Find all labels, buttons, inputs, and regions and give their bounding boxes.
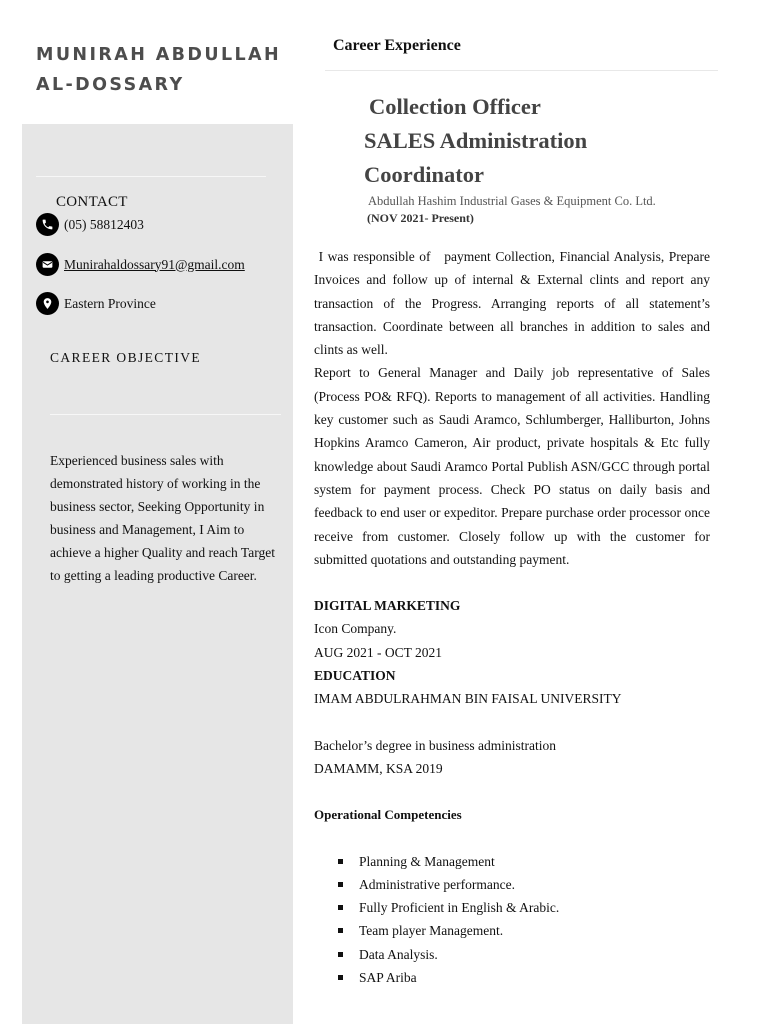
contact-email-row xyxy=(36,253,245,276)
mail-icon xyxy=(36,253,59,276)
list-item: SAP Ariba xyxy=(314,966,710,989)
list-item: Team player Management. xyxy=(314,919,710,942)
list-item: Administrative performance. xyxy=(314,873,710,896)
digital-marketing-dates: AUG 2021 - OCT 2021 xyxy=(314,644,442,660)
education-heading: EDUCATION xyxy=(314,668,396,684)
job-title-line-1: Collection Officer xyxy=(369,94,541,119)
job-description-paragraph-1: I was responsible of payment Collection, Financial Analysis, Prepare Invoices and follow up of internal & External clints and report any transaction of the Progress. Arranging reports of all statement’s transaction. Coordinate between all branches in addition to sales and clints as well. xyxy=(314,249,714,358)
phone-icon xyxy=(36,213,59,236)
job-description-paragraph-2: Report to General Manager and Daily job representative of Sales (Process PO& RFQ). Reports to management of all activities. Handling key customer such as Saudi Aramco, Schlumberger, Halliburton, Johns Hopkins Aramco Cameron, Air product, private hospitals & Etc fully knowledge about Saudi Aramco Portal Publish ASN/GCC through portal system for payment process. Check PO status on daily basis and feedback to end user or expeditor. Prepare purchase order processor once receive from customer. Closely follow up with the customer for submitted quotations and outstanding payment. xyxy=(314,365,710,567)
career-objective-heading: CAREER OBJECTIVE xyxy=(50,350,202,365)
sidebar-divider-objective xyxy=(50,414,281,415)
job-title-line-3: Coordinator xyxy=(364,162,484,187)
job-title-line-2: SALES Administration xyxy=(364,128,588,153)
job-title xyxy=(364,90,587,192)
company-name: Abdullah Hashim Industrial Gases & Equipment Co. Ltd. xyxy=(368,194,656,208)
job-dates: (NOV 2021- Present) xyxy=(367,211,474,225)
career-divider xyxy=(325,70,718,71)
name-line-1: MUNIRAH ABDULLAH xyxy=(36,45,282,65)
list-item: Data Analysis. xyxy=(314,943,710,966)
list-item: Planning & Management xyxy=(314,850,710,873)
location-pin-icon xyxy=(36,292,59,315)
name-line-2: AL-DOSSARY xyxy=(36,75,185,95)
career-experience-heading: Career Experience xyxy=(333,37,461,54)
degree-text: Bachelor’s degree in business administration xyxy=(314,737,556,753)
list-item: Fully Proficient in English & Arabic. xyxy=(314,896,710,919)
email-link[interactable]: Munirahaldossary91@gmail.com xyxy=(64,256,245,272)
phone-number: (05) 58812403 xyxy=(64,216,144,232)
career-objective-text: Experienced business sales with demonstrated history of working in the business sector, Seeking Opportunity in business and Management, I Aim to achieve a higher Quality and reach Target to getting a leading productive Career. xyxy=(50,453,275,583)
digital-marketing-heading: DIGITAL MARKETING xyxy=(314,598,461,614)
education-location-year: DAMAMM, KSA 2019 xyxy=(314,760,443,776)
contact-heading: CONTACT xyxy=(56,194,128,210)
contact-location-row xyxy=(36,292,156,315)
location-text: Eastern Province xyxy=(64,295,156,311)
digital-marketing-company: Icon Company. xyxy=(314,621,397,637)
competencies-heading: Operational Competencies xyxy=(314,807,462,823)
competencies-list xyxy=(314,850,710,990)
main-content xyxy=(314,245,714,989)
candidate-name xyxy=(36,40,286,100)
sidebar-divider-top xyxy=(36,176,266,177)
contact-phone-row xyxy=(36,213,144,236)
university-name: IMAM ABDULRAHMAN BIN FAISAL UNIVERSITY xyxy=(314,691,622,707)
